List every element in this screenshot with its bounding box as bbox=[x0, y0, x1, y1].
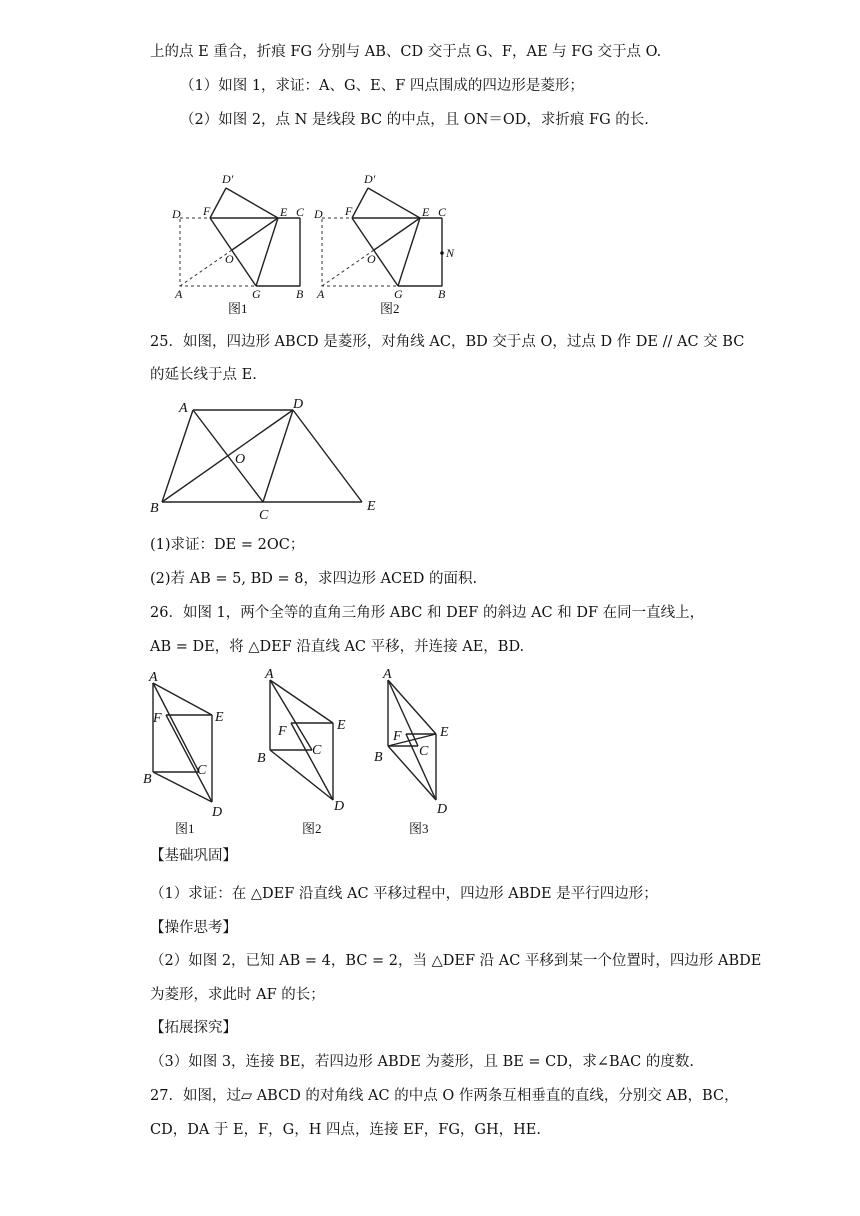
q26-f3-A: A bbox=[383, 667, 392, 682]
label-Dp-2: D′ bbox=[364, 172, 376, 186]
q25-label-A: A bbox=[179, 401, 188, 416]
q25-part2: (2)若 AB = 5, BD = 8，求四边形 ACED 的面积. bbox=[150, 571, 478, 587]
label-F-2: F bbox=[345, 204, 353, 218]
q26-f3-F: F bbox=[393, 729, 402, 744]
q26-caption-2: 图2 bbox=[302, 821, 322, 836]
label-O: O bbox=[225, 252, 234, 266]
label-D: D bbox=[172, 207, 181, 221]
q26-caption-1: 图1 bbox=[175, 821, 195, 836]
label-O-2: O bbox=[367, 252, 376, 266]
q24-part1: （1）如图 1，求证：A、G、E、F 四点围成的四边形是菱形； bbox=[180, 78, 584, 94]
q25-line2: 的延长线于点 E. bbox=[150, 367, 257, 383]
q25-label-B: B bbox=[150, 501, 159, 516]
q26-part2-line2: 为菱形，求此时 AF 的长； bbox=[150, 987, 325, 1003]
q25-line1: 25．如图，四边形 ABCD 是菱形，对角线 AC，BD 交于点 O，过点 D 作 DE // AC 交 BC bbox=[150, 334, 745, 350]
q25-label-D: D bbox=[293, 397, 304, 412]
q26-f1-D: D bbox=[212, 805, 223, 820]
q25-label-O: O bbox=[235, 452, 246, 467]
q27-line2: CD，DA 于 E，F，G，H 四点，连接 EF，FG，GH，HE. bbox=[150, 1122, 541, 1138]
q26-heading-operation: 【操作思考】 bbox=[150, 920, 237, 936]
q26-line1: 26．如图 1，两个全等的直角三角形 ABC 和 DEF 的斜边 AC 和 DF 在同一直线上， bbox=[150, 605, 705, 621]
q26-heading-basic: 【基础巩固】 bbox=[150, 848, 237, 864]
q26-line2: AB = DE，将 △DEF 沿直线 AC 平移，并连接 AE，BD. bbox=[150, 639, 525, 655]
label-C: C bbox=[296, 205, 305, 219]
label-A-2: A bbox=[317, 287, 325, 301]
fig2-caption: 图2 bbox=[380, 301, 400, 316]
q26-fig1-shapes bbox=[153, 683, 212, 802]
label-D-2: D bbox=[314, 207, 323, 221]
label-B-2: B bbox=[438, 287, 446, 301]
q26-part1: （1）求证：在 △DEF 沿直线 AC 平移过程中，四边形 ABDE 是平行四边形； bbox=[150, 886, 658, 902]
q27-line1: 27．如图，过▱ ABCD 的对角线 AC 的中点 O 作两条互相垂直的直线，分别交 AB，BC， bbox=[150, 1088, 739, 1104]
q26-caption-3: 图3 bbox=[409, 821, 429, 836]
q26-f3-E: E bbox=[440, 725, 449, 740]
q25-figure-shapes bbox=[162, 410, 362, 502]
q26-f2-F: F bbox=[278, 724, 287, 739]
label-A: A bbox=[175, 287, 183, 301]
q26-f2-B: B bbox=[257, 751, 266, 766]
q26-f1-C: C bbox=[197, 763, 207, 778]
q24-part2: （2）如图 2，点 N 是线段 BC 的中点，且 ON＝OD，求折痕 FG 的长. bbox=[180, 112, 649, 128]
q26-f3-D: D bbox=[437, 802, 448, 817]
label-E-2: E bbox=[422, 205, 430, 219]
q26-f2-A: A bbox=[265, 667, 274, 682]
label-F: F bbox=[203, 204, 211, 218]
q26-f1-E: E bbox=[215, 710, 224, 725]
q26-part2-line1: （2）如图 2，已知 AB = 4，BC = 2，当 △DEF 沿 AC 平移到某一个位置时，四边形 ABDE bbox=[150, 953, 762, 969]
q24-fig1-shapes bbox=[180, 188, 300, 286]
q26-f2-E: E bbox=[337, 718, 346, 733]
q26-f1-B: B bbox=[143, 772, 152, 787]
label-C-2: C bbox=[438, 205, 447, 219]
label-Dp: D′ bbox=[222, 172, 234, 186]
q24-continuation: 上的点 E 重合，折痕 FG 分别与 AB、CD 交于点 G、F，AE 与 FG 交于点 O. bbox=[150, 44, 662, 60]
label-G-2: G bbox=[394, 287, 403, 301]
label-E: E bbox=[280, 205, 288, 219]
fig1-caption: 图1 bbox=[228, 301, 248, 316]
q26-f3-B: B bbox=[374, 750, 383, 765]
q24-fig2-shapes bbox=[322, 188, 444, 286]
q26-f2-C: C bbox=[312, 743, 322, 758]
q26-f3-C: C bbox=[419, 744, 429, 759]
q26-part3: （3）如图 3，连接 BE，若四边形 ABDE 为菱形，且 BE = CD，求∠BAC 的度数. bbox=[150, 1054, 694, 1070]
q26-f1-F: F bbox=[153, 711, 162, 726]
q25-part1: (1)求证：DE = 2OC； bbox=[150, 537, 305, 553]
q26-fig2-shapes bbox=[270, 680, 333, 800]
label-N: N bbox=[446, 246, 455, 260]
label-G: G bbox=[252, 287, 261, 301]
q26-f2-D: D bbox=[334, 799, 345, 814]
label-B: B bbox=[296, 287, 304, 301]
q26-heading-extension: 【拓展探究】 bbox=[150, 1020, 237, 1036]
q25-label-E: E bbox=[367, 499, 376, 514]
q25-label-C: C bbox=[259, 508, 269, 523]
q26-f1-A: A bbox=[149, 670, 158, 685]
